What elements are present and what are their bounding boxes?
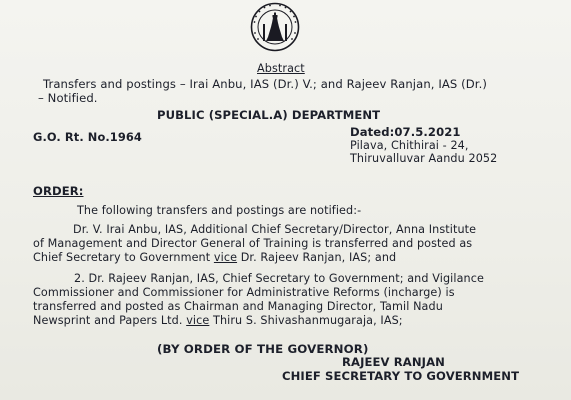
order-para-2-line-2: Commissioner and Commissioner for Administrative Reforms (incharge) is: [33, 286, 455, 299]
tamil-date: Pilava, Chithirai - 24,: [350, 139, 469, 152]
signatory-name: RAJEEV RANJAN: [342, 355, 445, 369]
order-para-2-line-3: transferred and posted as Chairman and Managing Director, Tamil Nadu: [33, 300, 443, 313]
order-para-1-line-3-text: Chief Secretary to Government: [33, 251, 214, 264]
abstract-subject-line-2: – Notified.: [38, 91, 98, 105]
order-intro: The following transfers and postings are notified:-: [77, 204, 362, 217]
order-date: Dated:07.5.2021: [350, 125, 461, 139]
order-heading: ORDER:: [33, 184, 84, 198]
abstract-subject-line-1: Transfers and postings – Irai Anbu, IAS (Dr.) V.; and Rajeev Ranjan, IAS (Dr.): [43, 77, 488, 91]
vice-label: vice: [213, 251, 238, 264]
order-para-2-line-4: [33, 314, 403, 327]
vice-label: vice: [186, 314, 210, 327]
abstract-label: Abstract: [257, 62, 305, 75]
order-para-1-line-1: Dr. V. Irai Anbu, IAS, Additional Chief Secretary/Director, Anna Institute: [73, 223, 477, 236]
by-order-of-governor: (BY ORDER OF THE GOVERNOR): [157, 342, 369, 356]
tamil-nadu-government-seal-icon: [246, 2, 304, 52]
order-para-1-line-3: [33, 251, 396, 264]
order-para-2-line-1: 2. Dr. Rajeev Ranjan, IAS, Chief Secretary to Government; and Vigilance: [74, 272, 484, 285]
go-number: G.O. Rt. No.1964: [33, 130, 142, 144]
order-para-2-line-4-tail: Thiru S. Shivashanmugaraja, IAS;: [209, 314, 403, 327]
department-heading: PUBLIC (SPECIAL.A) DEPARTMENT: [157, 108, 381, 122]
signatory-designation: CHIEF SECRETARY TO GOVERNMENT: [282, 369, 520, 383]
order-para-2-line-4-text: Newsprint and Papers Ltd.: [33, 314, 187, 327]
order-para-1-line-2: of Management and Director General of Training is transferred and posted as: [33, 237, 473, 250]
thiruvalluvar-year: Thiruvalluvar Aandu 2052: [350, 152, 498, 165]
order-para-1-line-3-tail: Dr. Rajeev Ranjan, IAS; and: [237, 251, 397, 264]
